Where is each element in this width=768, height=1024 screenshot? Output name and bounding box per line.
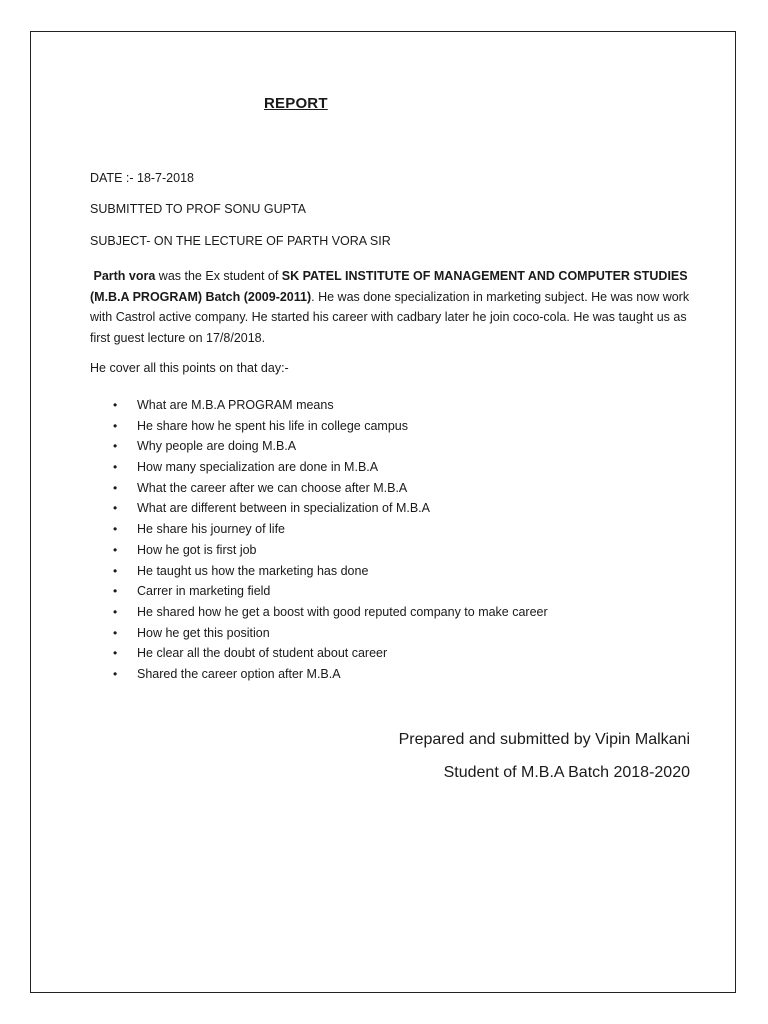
bullet-icon: • [113, 480, 118, 495]
bullet-icon: • [113, 398, 118, 412]
list-item-text: How he get this position [137, 625, 270, 640]
student-batch: Student of M.B.A Batch 2018-2020 [443, 764, 690, 781]
report-title: REPORT [264, 95, 328, 112]
bullet-icon: • [113, 666, 118, 681]
list-item-text: How he got is first job [137, 542, 257, 557]
bullet-icon: • [113, 604, 118, 619]
prepared-by: Prepared and submitted by Vipin Malkani [398, 731, 690, 748]
bullet-icon: • [113, 460, 118, 475]
list-item-text: He share his journey of life [137, 522, 285, 537]
bullet-icon: • [113, 501, 118, 516]
report-subject: SUBJECT- ON THE LECTURE OF PARTH VORA SIR [90, 234, 391, 248]
para-text-1: was the Ex student of [155, 269, 282, 283]
bullet-icon: • [113, 522, 118, 537]
bullet-icon: • [113, 563, 118, 578]
list-item [110, 457, 548, 478]
list-item [110, 478, 548, 499]
list-item [110, 581, 548, 602]
list-item [110, 395, 548, 416]
list-item [110, 561, 548, 582]
list-item-text: Carrer in marketing field [137, 584, 271, 599]
list-item [110, 519, 548, 540]
list-item-text: He shared how he get a boost with good reputed company to make career [137, 604, 548, 619]
list-item [110, 602, 548, 623]
bullet-icon: • [113, 625, 118, 640]
list-item [110, 498, 548, 519]
institute-name: SK PATEL INSTITUTE OF MANAGEMENT AND COMPUTER STUDIES (M.B.A PROGRAM) [90, 269, 688, 304]
list-item-text: He taught us how the marketing has done [137, 563, 369, 578]
list-item [110, 623, 548, 644]
list-item [110, 540, 548, 561]
report-date: DATE :- 18-7-2018 [90, 171, 194, 185]
list-item-text: Why people are doing M.B.A [137, 439, 297, 454]
bullet-icon: • [113, 542, 118, 557]
bullet-icon: • [113, 646, 118, 661]
submitted-to: SUBMITTED TO PROF SONU GUPTA [90, 202, 306, 216]
bullet-icon: • [113, 584, 118, 599]
list-item-text: He share how he spent his life in college campus [137, 418, 408, 433]
points-intro: He cover all this points on that day:- [90, 361, 289, 375]
list-item-text: He clear all the doubt of student about career [137, 646, 388, 661]
list-item [110, 643, 548, 664]
list-item-text: What the career after we can choose after M.B.A [137, 480, 408, 495]
list-item [110, 416, 548, 437]
intro-paragraph [90, 266, 690, 348]
bullet-icon: • [113, 418, 118, 433]
list-item-text: What are M.B.A PROGRAM means [137, 398, 334, 412]
bullet-icon: • [113, 439, 118, 454]
list-item-text: What are different between in specialization of M.B.A [137, 501, 430, 516]
list-item [110, 664, 548, 685]
points-list [110, 395, 548, 685]
para-text-3: . He was done specialization in marketing subject. He was now work with Castrol active company. He started his career with cadbary later he join coco-cola. He was taught us as first guest lecture on 17/8/2018. [90, 289, 690, 345]
speaker-name: Parth vora [93, 269, 156, 283]
list-item-text: How many specialization are done in M.B.A [137, 460, 379, 475]
batch-years: Batch (2009-2011) [205, 289, 312, 304]
list-item-text: Shared the career option after M.B.A [137, 666, 341, 681]
list-item [110, 436, 548, 457]
